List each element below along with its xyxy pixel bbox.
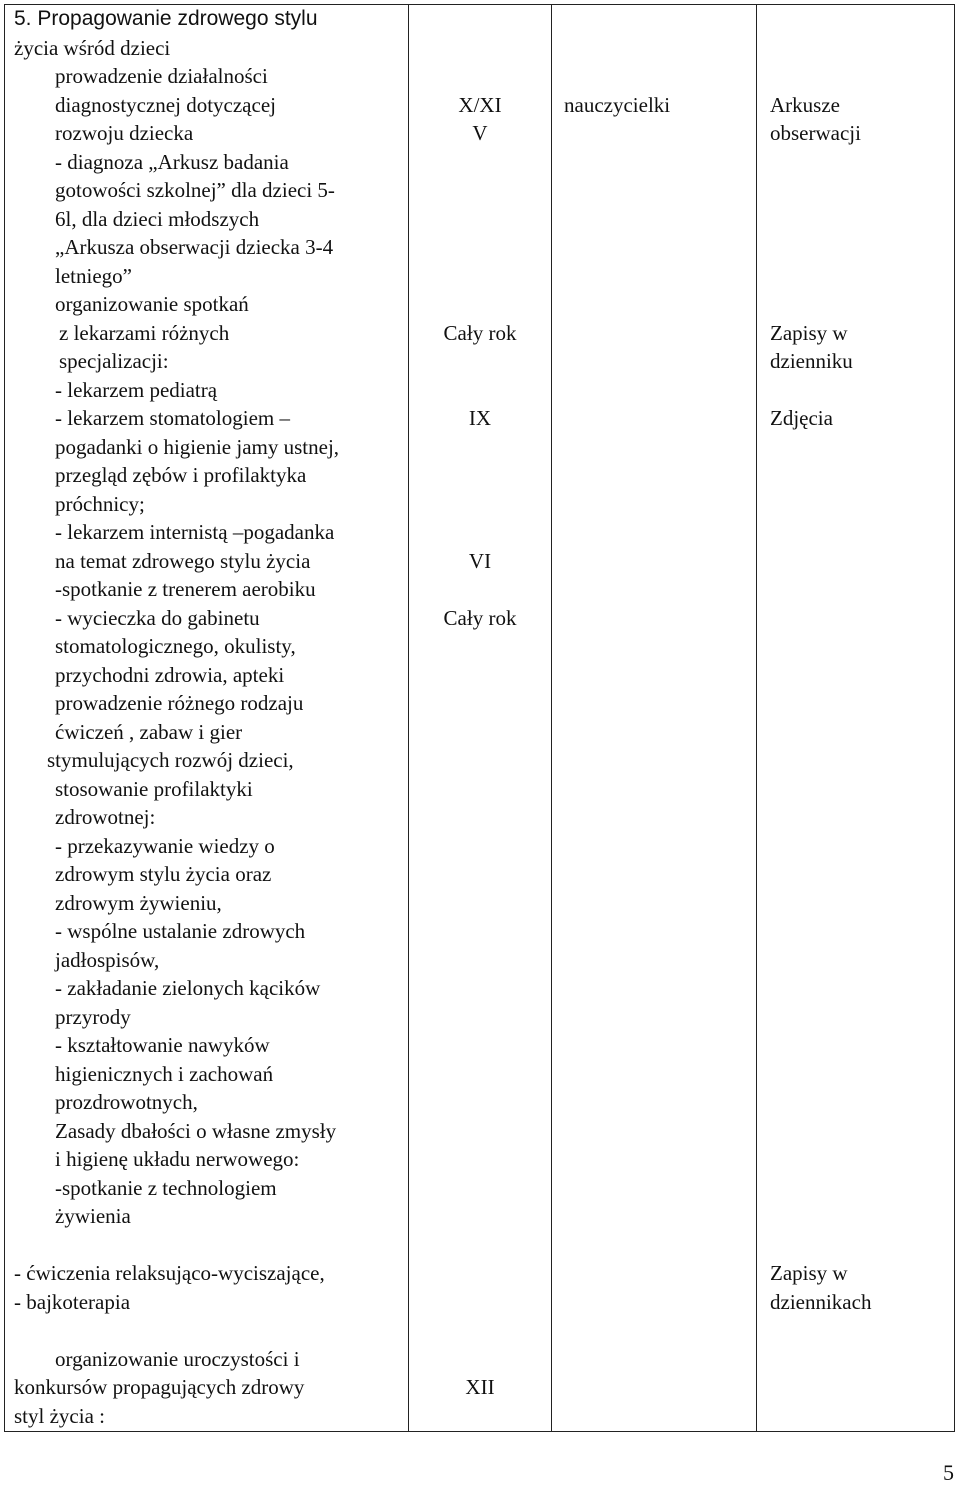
text-line: - wycieczka do gabinetu: [55, 605, 260, 630]
tasks-column: [14, 5, 406, 1430]
cell-text: dzienniku: [770, 349, 853, 373]
text-line: - lekarzem pediatrą: [55, 377, 218, 402]
text-line: przegląd zębów i profilaktyka: [55, 463, 307, 487]
cell-text: obserwacji: [770, 121, 861, 145]
cell-text: dziennikach: [770, 1289, 872, 1314]
cell-text: X/XI: [458, 92, 502, 117]
text-line: letniego”: [55, 263, 132, 288]
text-line: specjalizacji:: [59, 349, 169, 373]
column-divider: [551, 4, 552, 1432]
text-line: -spotkanie z trenerem aerobiku: [55, 577, 316, 601]
text-line: pogadanki o higienie jamy ustnej,: [55, 434, 340, 459]
text-line: - ćwiczenia relaksująco-wyciszające,: [14, 1261, 325, 1285]
text-line: jadłospisów,: [55, 947, 160, 972]
text-line: 6l, dla dzieci młodszych: [55, 206, 260, 231]
text-line: prozdrowotnych,: [55, 1090, 198, 1114]
text-line: próchnicy;: [55, 491, 145, 516]
text-line: zdrowym żywieniu,: [55, 890, 222, 915]
text-line: - bajkoterapia: [14, 1289, 131, 1314]
cell-text: Arkusze: [770, 92, 840, 117]
text-line: rozwoju dziecka: [55, 121, 194, 145]
page-number: 5: [943, 1460, 954, 1485]
bullet-item: organizowanie spotkań: [14, 290, 406, 319]
text-line: przyrody: [55, 1004, 131, 1029]
cell-text: Zapisy w: [770, 1261, 848, 1285]
text-line: - lekarzem stomatologiem –: [55, 406, 291, 430]
column-divider: [408, 4, 409, 1432]
cell-text: VI: [468, 548, 492, 573]
text-line: - diagnoza „Arkusz badania: [55, 149, 289, 174]
text-line: życia wśród dzieci: [14, 35, 171, 60]
section-title: 5. Propagowanie zdrowego stylu: [14, 7, 318, 30]
text-line: styl życia :: [14, 1403, 105, 1428]
cell-text: Zapisy w: [770, 320, 848, 345]
text-line: - przekazywanie wiedzy o: [55, 833, 275, 858]
bullet-item: stosowanie profilaktyki: [14, 775, 406, 804]
text-line: stomatologicznego, okulisty,: [55, 634, 296, 658]
text-line: z lekarzami różnych: [59, 320, 230, 345]
text-line: - kształtowanie nawyków: [55, 1033, 270, 1057]
bullet-item: organizowanie uroczystości i: [14, 1345, 406, 1374]
text-line: zdrowym stylu życia oraz: [55, 862, 272, 886]
text-line: przychodni zdrowia, apteki: [55, 662, 285, 687]
text-line: i higienę układu nerwowego:: [55, 1147, 300, 1171]
text-line: [14, 1316, 406, 1345]
text-line: - lekarzem internistą –pogadanka: [55, 520, 335, 544]
text-line: konkursów propagujących zdrowy: [14, 1375, 305, 1399]
text-line: zdrowotnej:: [55, 805, 156, 829]
text-line: Zasady dbałości o własne zmysły: [55, 1118, 337, 1143]
text-line: [14, 1231, 406, 1260]
text-line: ćwiczeń , zabaw i gier: [55, 719, 243, 744]
cell-text: nauczycielki: [564, 92, 671, 117]
text-line: higienicznych i zachowań: [55, 1061, 274, 1086]
text-line: -spotkanie z technologiem: [55, 1175, 277, 1200]
text-line: „Arkusza obserwacji dziecka 3-4: [55, 235, 334, 259]
cell-text: IX: [468, 406, 492, 430]
text-line: diagnostycznej dotyczącej: [55, 92, 276, 117]
text-line: - wspólne ustalanie zdrowych: [55, 919, 306, 943]
text-line: - zakładanie zielonych kącików: [55, 976, 321, 1000]
cell-text: Zdjęcia: [770, 406, 833, 430]
bullet-item: prowadzenie działalności: [14, 62, 406, 91]
text-line: na temat zdrowego stylu życia: [55, 548, 311, 573]
text-line: stymulujących rozwój dzieci,: [47, 748, 294, 772]
cell-text: XII: [465, 1375, 495, 1399]
column-divider: [756, 4, 757, 1432]
text-line: gotowości szkolnej” dla dzieci 5-: [55, 178, 335, 202]
bullet-item: prowadzenie różnego rodzaju: [14, 689, 406, 718]
text-line: żywienia: [55, 1204, 131, 1228]
cell-text: V: [472, 121, 488, 145]
cell-text: Cały rok: [443, 320, 517, 345]
cell-text: Cały rok: [443, 605, 517, 630]
